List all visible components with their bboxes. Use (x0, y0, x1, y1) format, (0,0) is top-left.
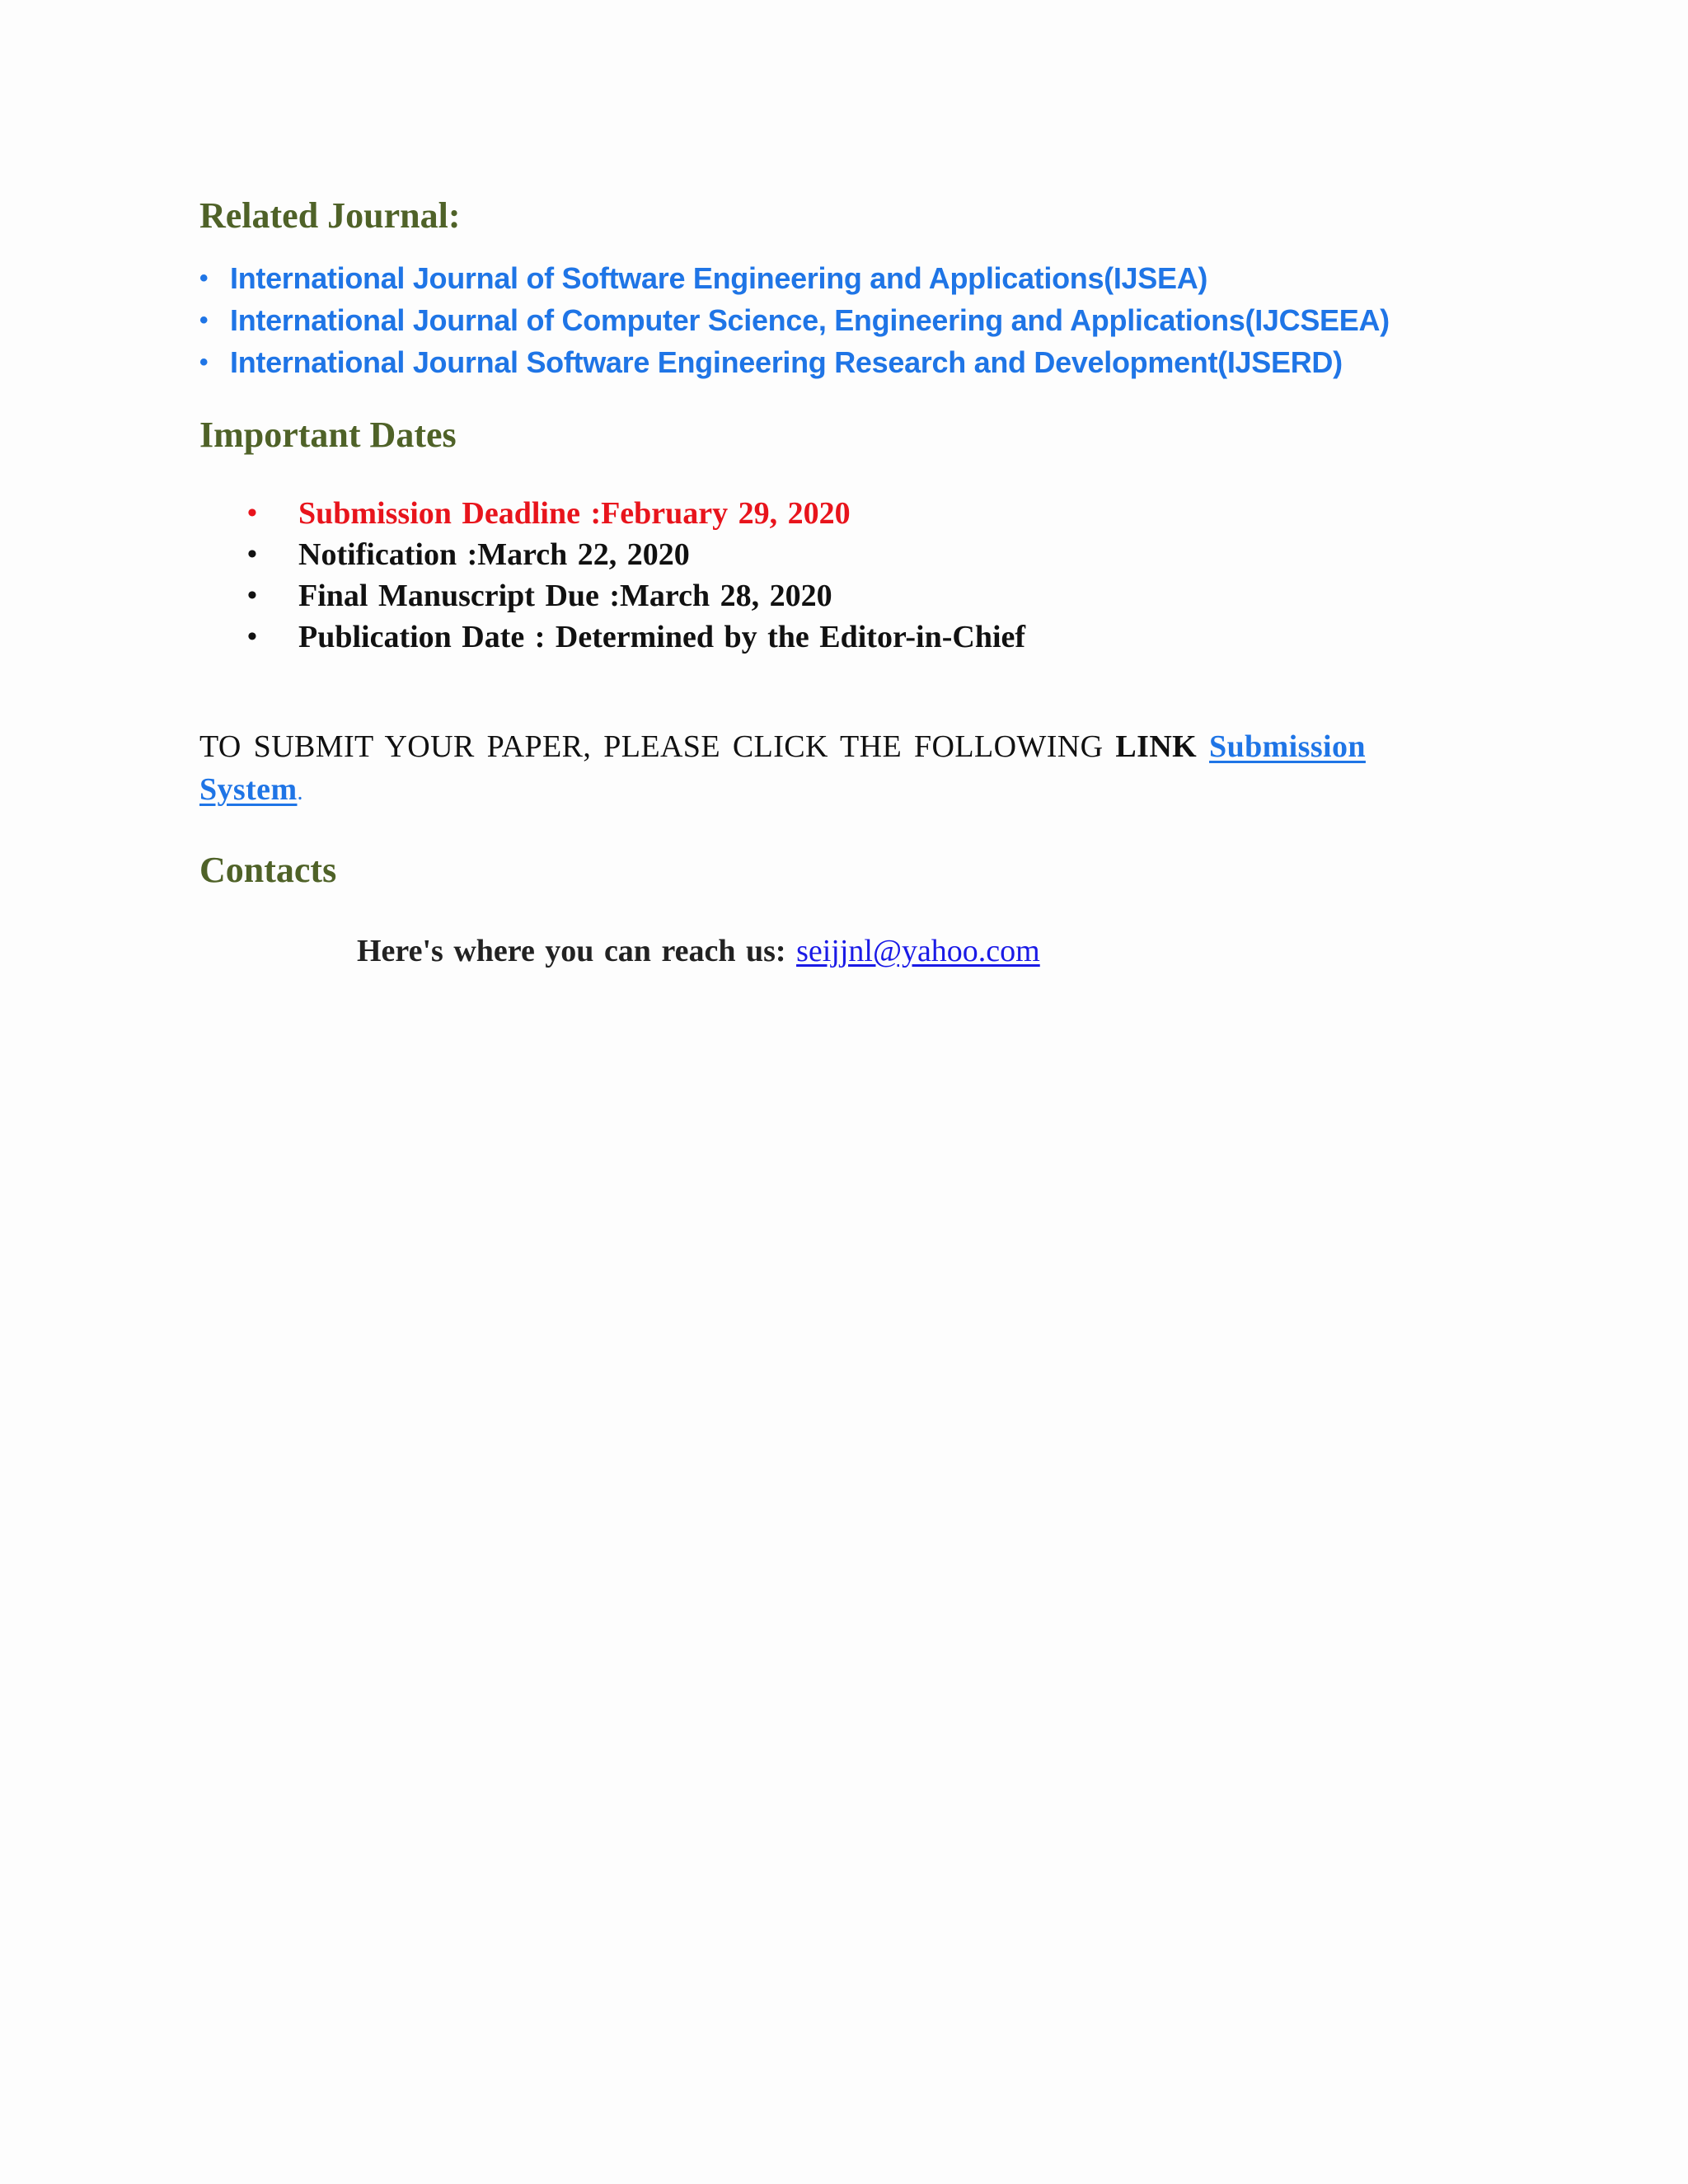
journal-link-label[interactable]: International Journal Software Engineering Research and Development(IJSERD) (230, 345, 1343, 379)
bullet-icon: • (247, 580, 257, 611)
contact-line (357, 933, 1040, 969)
bullet-icon: • (247, 539, 257, 569)
bullet-icon: • (247, 498, 257, 528)
bullet-icon: • (199, 349, 209, 376)
date-item-text: Submission Deadline :February 29, 2020 (298, 496, 851, 531)
date-item-final-manuscript (247, 575, 1025, 616)
contacts-heading: Contacts (199, 850, 337, 890)
journal-link-label[interactable]: International Journal of Software Engineering and Applications(IJSEA) (230, 261, 1208, 295)
journal-link-ijsea[interactable] (199, 257, 1390, 299)
journal-link-ijserd[interactable] (199, 341, 1390, 383)
bullet-icon: • (199, 265, 209, 292)
contact-prompt: Here's where you can reach us: (357, 934, 786, 968)
date-item-text: Final Manuscript Due :March 28, 2020 (298, 579, 832, 613)
related-journal-list (199, 257, 1390, 383)
journal-link-label[interactable]: International Journal of Computer Science, Engineering and Applications(IJCSEEA) (230, 303, 1390, 337)
important-dates-heading: Important Dates (199, 415, 457, 455)
date-item-publication (247, 616, 1025, 658)
related-journal-heading: Related Journal: (199, 195, 461, 236)
date-item-text: Notification :March 22, 2020 (298, 537, 690, 572)
date-item-submission-deadline (247, 493, 1025, 534)
submit-link-keyword: LINK (1115, 729, 1198, 764)
contact-email-link[interactable]: seijjnl@yahoo.com (796, 934, 1040, 968)
submission-system-link[interactable]: Submission System (199, 729, 1366, 807)
date-item-text: Publication Date : Determined by the Editor-in-Chief (298, 620, 1026, 654)
bullet-icon: • (247, 621, 257, 652)
submit-paragraph (199, 725, 1378, 814)
date-item-notification (247, 534, 1025, 575)
submit-text: TO SUBMIT YOUR PAPER, PLEASE CLICK THE FOLLOWING (199, 729, 1104, 764)
journal-link-ijcseea[interactable] (199, 299, 1390, 341)
bullet-icon: • (199, 307, 209, 334)
important-dates-list (247, 493, 1025, 658)
submit-trailing-period: . (297, 780, 303, 805)
